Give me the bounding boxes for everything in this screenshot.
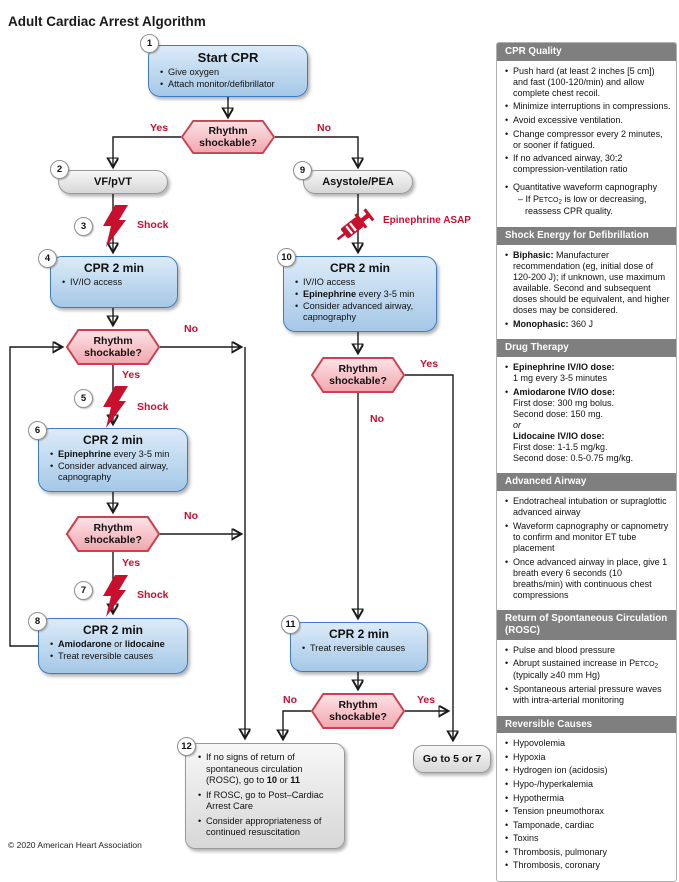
step-badge-7: 7 bbox=[74, 581, 93, 600]
section-advanced-airway bbox=[497, 473, 676, 610]
list-item: • Once advanced airway in place, give 1 breath every 6 seconds (10 breaths/min) with continuous chest compressions bbox=[504, 557, 671, 601]
label-yes: Yes bbox=[417, 694, 436, 706]
node-cpr-10 bbox=[283, 256, 437, 332]
step-badge-3: 3 bbox=[74, 217, 93, 236]
list-item: • Biphasic: Manufacturer recommendation (eg, initial dose of 120-200 J); if unknown, use maximum available. Second and subsequent doses should be equivalent, and higher doses may be considered. bbox=[504, 250, 671, 316]
list-item: • Amiodarone or lidocaine bbox=[50, 639, 182, 650]
step-badge-4: 4 bbox=[38, 249, 57, 268]
step-badge-9: 9 bbox=[293, 161, 312, 180]
list-item: • Consider advanced airway, capnography bbox=[50, 461, 182, 483]
decision-rhythm-shockable-2 bbox=[66, 329, 160, 365]
label-no: No bbox=[317, 122, 331, 134]
node-rosc-note-12 bbox=[185, 743, 345, 849]
label-yes: Yes bbox=[122, 369, 141, 381]
syringe-icon bbox=[331, 203, 379, 249]
list-item: • Attach monitor/defibrillator bbox=[160, 79, 302, 90]
flow-arrow bbox=[113, 137, 181, 166]
list-item: • Hypovolemia bbox=[504, 738, 671, 749]
section-list bbox=[497, 640, 676, 716]
step-badge-8: 8 bbox=[28, 612, 47, 631]
list-item: • Toxins bbox=[504, 833, 671, 844]
list-item: • Avoid excessive ventilation. bbox=[504, 115, 671, 126]
list-item: • IV/IO access bbox=[62, 277, 172, 288]
decision-rhythm-shockable-1 bbox=[181, 120, 275, 154]
list-item: • IV/IO access bbox=[295, 277, 431, 288]
list-item: • Minimize interruptions in compressions. bbox=[504, 101, 671, 112]
list-item: • Epinephrine every 3-5 min bbox=[50, 449, 182, 460]
list-item: • Hypo-/hyperkalemia bbox=[504, 779, 671, 790]
node-title: Start CPR bbox=[197, 50, 259, 65]
list-item: • Abrupt sustained increase in $PETCO_2$ (typically ≥40 mm Hg) bbox=[504, 658, 671, 681]
step-badge-1: 1 bbox=[140, 34, 159, 53]
section-header: CPR Quality bbox=[497, 43, 676, 61]
step-badge-2: 2 bbox=[50, 160, 69, 179]
section-list bbox=[497, 733, 676, 881]
label-no: No bbox=[184, 510, 198, 522]
step-badge-10: 10 bbox=[277, 248, 296, 267]
node-bullets bbox=[284, 277, 436, 323]
section-shock-energy bbox=[497, 227, 676, 339]
list-item: • Push hard (at least 2 inches [5 cm]) and fast (100-120/min) and allow complete chest recoil. bbox=[504, 66, 671, 99]
node-bullets bbox=[291, 643, 427, 654]
node-title: CPR 2 min bbox=[82, 433, 143, 447]
label-yes: Yes bbox=[420, 358, 439, 370]
list-item: • Waveform capnography or capnometry to confirm and monitor ET tube placement bbox=[504, 521, 671, 554]
list-item: • Tamponade, cardiac bbox=[504, 820, 671, 831]
decision-label: Rhythm shockable? bbox=[329, 698, 387, 723]
list-item: • Treat reversible causes bbox=[50, 651, 182, 662]
list-item: • Thrombosis, pulmonary bbox=[504, 847, 671, 858]
list-item: • Quantitative waveform capnography – If $PETCO_2$ is low or decreasing, reassess CPR quality. bbox=[504, 182, 671, 217]
decision-label: Rhythm shockable? bbox=[84, 334, 142, 359]
step-badge-5: 5 bbox=[74, 389, 93, 408]
flow-arrow bbox=[275, 137, 358, 166]
section-reversible-causes bbox=[497, 716, 676, 881]
node-bullets bbox=[39, 639, 187, 662]
list-item: • Spontaneous arterial pressure waves with intra-arterial monitoring bbox=[504, 684, 671, 706]
list-item: • Thrombosis, coronary bbox=[504, 860, 671, 871]
sub-item: – If $PETCO_2$ is low or decreasing, reassess CPR quality. bbox=[518, 194, 647, 217]
step-badge-6: 6 bbox=[28, 421, 47, 440]
label-yes: Yes bbox=[150, 122, 169, 134]
section-list bbox=[497, 491, 676, 610]
section-header: Reversible Causes bbox=[497, 716, 676, 734]
list-item: • Treat reversible causes bbox=[302, 643, 422, 654]
decision-rhythm-shockable-3 bbox=[66, 516, 160, 552]
decision-rhythm-shockable-5 bbox=[311, 693, 405, 729]
node-label: Asystole/PEA bbox=[322, 176, 394, 188]
list-item: • Change compressor every 2 minutes, or sooner if fatigued. bbox=[504, 129, 671, 151]
section-drug-therapy bbox=[497, 339, 676, 473]
node-title: CPR 2 min bbox=[82, 623, 143, 637]
label-no: No bbox=[370, 413, 384, 425]
node-cpr-11 bbox=[290, 622, 428, 672]
list-item: • Hypoxia bbox=[504, 752, 671, 763]
copyright-notice: © 2020 American Heart Association bbox=[8, 840, 142, 850]
list-item: • If ROSC, go to Post–Cardiac Arrest Care bbox=[198, 790, 338, 813]
list-item: • Endotracheal intubation or supraglottic advanced airway bbox=[504, 496, 671, 518]
section-list bbox=[497, 61, 676, 227]
section-header: Return of Spontaneous Circulation (ROSC) bbox=[497, 610, 676, 640]
flow-arrow bbox=[283, 711, 311, 738]
label-yes: Yes bbox=[122, 557, 141, 569]
node-start-cpr bbox=[148, 45, 308, 97]
node-title: CPR 2 min bbox=[83, 261, 144, 275]
node-goto-5-or-7 bbox=[413, 745, 491, 773]
node-cpr-4 bbox=[50, 256, 178, 308]
shock-bolt-icon bbox=[99, 575, 129, 617]
list-item: • Consider appropriateness of continued resuscitation bbox=[198, 816, 338, 839]
label-shock: Shock bbox=[137, 589, 169, 601]
shock-bolt-icon bbox=[99, 386, 129, 428]
node-vf-pvt bbox=[58, 170, 168, 194]
list-item: • Epinephrine every 3-5 min bbox=[295, 289, 431, 300]
shock-bolt-icon bbox=[99, 205, 129, 247]
node-asystole-pea bbox=[303, 170, 413, 194]
step-badge-11: 11 bbox=[281, 615, 300, 634]
node-label: Go to 5 or 7 bbox=[422, 753, 482, 765]
section-header: Advanced Airway bbox=[497, 473, 676, 491]
label-no: No bbox=[184, 323, 198, 335]
step-badge-12: 12 bbox=[177, 737, 196, 756]
section-list bbox=[497, 245, 676, 339]
node-label: VF/pVT bbox=[94, 176, 132, 188]
page-title: Adult Cardiac Arrest Algorithm bbox=[8, 14, 206, 30]
list-item: • Amiodarone IV/IO dose: First dose: 300 mg bolus. Second dose: 150 mg. or Lidocaine IV/IO dose: First dose: 1-1.5 mg/kg. Second dose: 0.5-0.75 mg/kg. bbox=[504, 387, 671, 464]
list-item: • Consider advanced airway, capnography bbox=[295, 301, 431, 323]
list-item: • Hydrogen ion (acidosis) bbox=[504, 765, 671, 776]
flow-arrow bbox=[10, 347, 61, 646]
node-cpr-8 bbox=[38, 618, 188, 674]
section-header: Drug Therapy bbox=[497, 339, 676, 357]
node-bullets bbox=[149, 67, 307, 90]
label-shock: Shock bbox=[137, 219, 169, 231]
section-rosc bbox=[497, 610, 676, 715]
section-header: Shock Energy for Defibrillation bbox=[497, 227, 676, 245]
reference-panel bbox=[496, 42, 677, 882]
node-title: CPR 2 min bbox=[328, 627, 389, 641]
node-bullets bbox=[39, 449, 187, 483]
node-bullets bbox=[186, 744, 344, 839]
decision-label: Rhythm shockable? bbox=[84, 521, 142, 546]
list-item: • Give oxygen bbox=[160, 67, 302, 78]
list-item: • If no advanced airway, 30:2 compression-ventilation ratio bbox=[504, 153, 671, 175]
list-item: • Hypothermia bbox=[504, 793, 671, 804]
list-item: • Epinephrine IV/IO dose: 1 mg every 3-5 minutes bbox=[504, 362, 671, 384]
section-list bbox=[497, 357, 676, 474]
label-epinephrine-asap: Epinephrine ASAP bbox=[383, 215, 471, 226]
list-item: • Tension pneumothorax bbox=[504, 806, 671, 817]
decision-rhythm-shockable-4 bbox=[311, 357, 405, 393]
section-cpr-quality bbox=[497, 43, 676, 227]
node-cpr-6 bbox=[38, 428, 188, 492]
label-no: No bbox=[283, 694, 297, 706]
node-title: CPR 2 min bbox=[329, 261, 390, 275]
decision-label: Rhythm shockable? bbox=[199, 124, 257, 149]
list-item: • Pulse and blood pressure bbox=[504, 645, 671, 656]
label-shock: Shock bbox=[137, 401, 169, 413]
decision-label: Rhythm shockable? bbox=[329, 362, 387, 387]
list-item: • Monophasic: 360 J bbox=[504, 319, 671, 330]
node-bullets bbox=[51, 277, 177, 288]
flow-arrow bbox=[405, 375, 453, 739]
list-item: • If no signs of return of spontaneous circulation (ROSC), go to 10 or 11 bbox=[198, 752, 338, 787]
